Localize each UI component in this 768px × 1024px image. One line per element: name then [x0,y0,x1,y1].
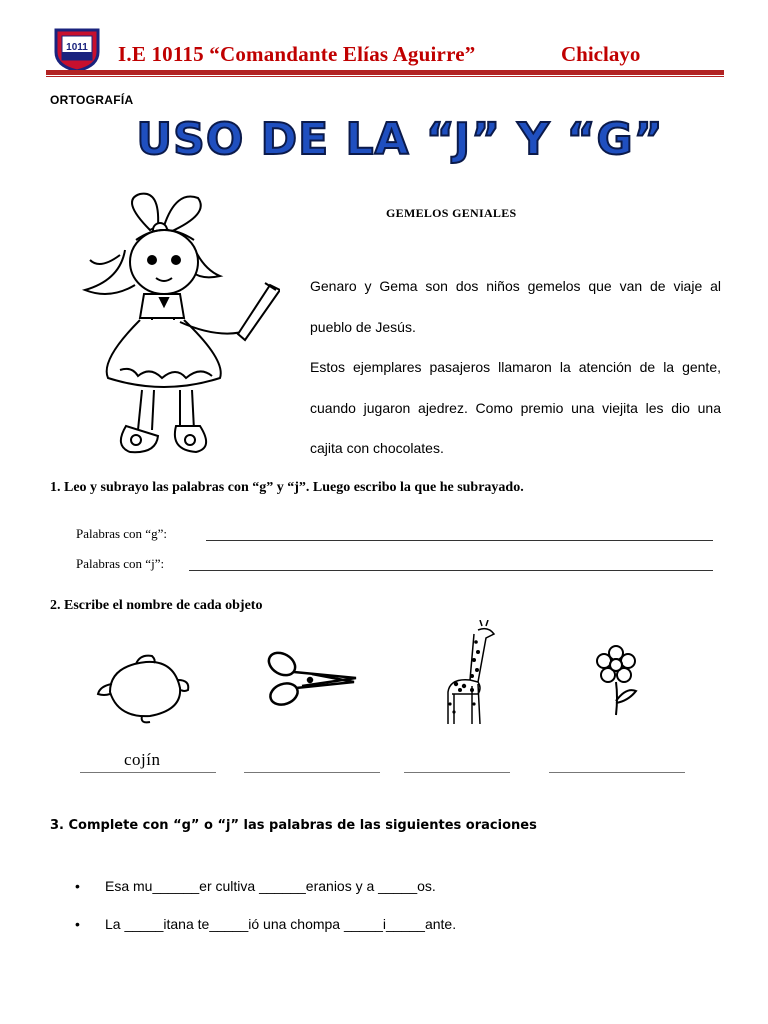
subject-label: ORTOGRAFÍA [50,93,134,107]
bullet: • [75,916,80,932]
school-logo [52,26,102,72]
header-rule [46,70,724,75]
sentence-text: La _____itana te_____ió una chompa _____i_____ante. [105,916,457,932]
giraffe-drawing [442,620,502,728]
exercise-1-heading: 1. Leo y subrayo las palabras con “g” y “j”. Luego escribo la que he subrayado. [50,480,524,495]
logo-text: 1011 [66,42,88,53]
exercise-3-number: 3 [50,818,60,833]
scissors-drawing [262,648,358,712]
answer-line-scissors[interactable] [244,772,380,773]
sentence-text: Esa mu______er cultiva ______eranios y a _____os. [105,878,436,894]
exercise-3-sentence [75,916,456,932]
story-title: GEMELOS GENIALES [386,206,517,220]
answer-line-flower[interactable] [549,772,685,773]
bullet: • [75,878,80,894]
cushion-drawing [96,650,196,725]
words-with-g-answer-line[interactable] [206,540,713,541]
exercise-3-heading [50,818,537,833]
story-paragraph: Genaro y Gema son dos niños gemelos que van de viaje al pueblo de Jesús. [310,278,721,335]
answer-line-cushion[interactable] [80,772,216,773]
main-title-text: USO DE LA “J” Y “G” [136,114,664,165]
exercise-2-heading: 2. Escribe el nombre de cada objeto [50,598,263,613]
header-rule-thin [46,76,724,77]
answer-line-giraffe[interactable] [404,772,510,773]
exercise-3-sentence [75,878,436,894]
example-answer-cushion: cojín [124,750,161,769]
school-title: I.E 10115 “Comandante Elías Aguirre” [118,42,476,66]
exercise-3-heading-text: . Complete con “g” o “j” las palabras de las siguientes oraciones [59,818,537,833]
school-city: Chiclayo [561,42,641,66]
words-with-g-label: Palabras con “g”: [76,526,167,541]
main-title [126,110,674,166]
words-with-j-label: Palabras con “j”: [76,556,165,571]
story-text [310,266,721,469]
story-paragraph: Estos ejemplares pasajeros llamaron la atención de la gente, cuando jugaron ajedrez. Como premio una viejita les dio una cajita con chocolates. [310,359,721,456]
girl-with-pencil-drawing [80,190,280,470]
flower-drawing [588,645,644,717]
words-with-j-answer-line[interactable] [189,570,713,571]
